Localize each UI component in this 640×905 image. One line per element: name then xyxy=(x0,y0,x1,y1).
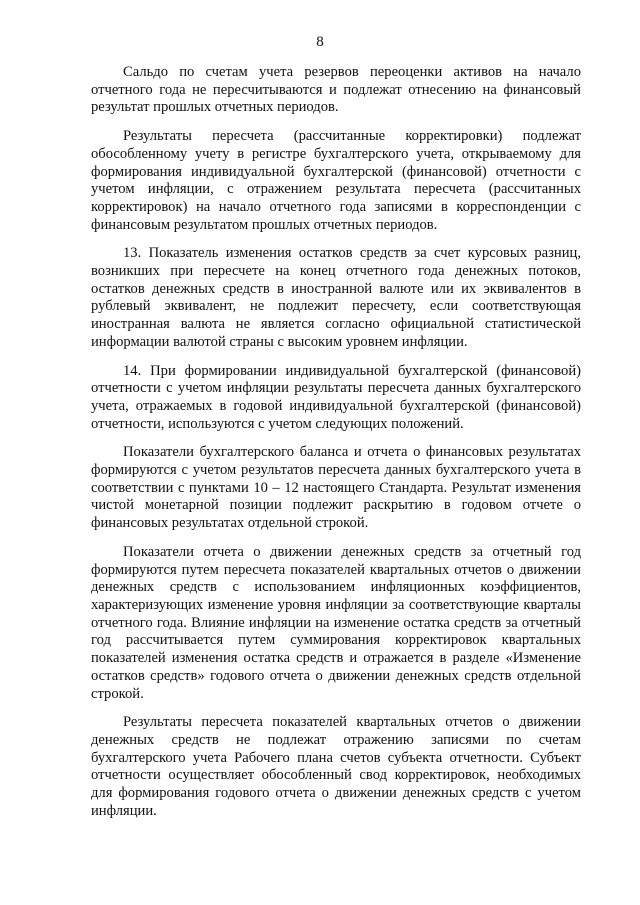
paragraph-balance-sheet: Показатели бухгалтерского баланса и отчета о финансовых результатах формируются с учетом результатов пересчета данных бухгалтерского учета в соответствии с пунктами 10 – 12 настоящего Стандарта. Результат изменения чистой монетарной позиции подлежит раскрытию в годовом отчете о финансовых результатах отдельной строкой. xyxy=(91,444,581,532)
paragraph-item-13: 13. Показатель изменения остатков средств за счет курсовых разниц, возникших при пересчете на конец отчетного года денежных потоков, остатков денежных средств в иностранной валюте или их эквивалентов в рублевый эквивалент, не подлежит пересчету, если соответствующая иностранная валюта не является согласно официальной статистической информации валютой страны с высоким уровнем инфляции. xyxy=(91,245,581,350)
paragraph-quarterly-results: Результаты пересчета показателей квартальных отчетов о движении денежных средств не подлежат отражению записями по счетам бухгалтерского учета Рабочего плана счетов субъекта отчетности. Субъект отчетности осуществляет обособленный свод корректировок, необходимых для формирования годового отчета о движении денежных средств с учетом инфляции. xyxy=(91,714,581,819)
paragraph-cash-flow-statement: Показатели отчета о движении денежных средств за отчетный год формируются путем пересчета показателей квартальных отчетов о движении денежных средств с использованием инфляционных коэффициентов, характеризующих изменение уровня инфляции за соответствующие кварталы отчетного года. Влияние инфляции на изменение остатка средств за отчетный год рассчитывается путем суммирования корректировок квартальных показателей изменения остатка средств и отражается в разделе «Изменение остатков средств» годового отчета о движении денежных средств отдельной строкой. xyxy=(91,543,581,702)
paragraph-recalculation-results: Результаты пересчета (рассчитанные корректировки) подлежат обособленному учету в регистре бухгалтерского учета, открываемому для формирования индивидуальной бухгалтерской (финансовой) отчетности с учетом инфляции, с отражением результата пересчета (рассчитанных корректировок) на начало отчетного года записями в корреспонденции с финансовым результатом прошлых отчетных периодов. xyxy=(91,128,581,233)
paragraph-item-14: 14. При формировании индивидуальной бухгалтерской (финансовой) отчетности с учетом инфляции результаты пересчета данных бухгалтерского учета, отражаемых в годовой индивидуальной бухгалтерской (финансовой) отчетности, используются с учетом следующих положений. xyxy=(91,362,581,432)
paragraph-reserve-balances: Сальдо по счетам учета резервов переоценки активов на начало отчетного года не пересчитываются и подлежат отнесению на финансовый результат прошлых отчетных периодов. xyxy=(91,64,581,116)
document-body xyxy=(91,64,581,831)
page-number: 8 xyxy=(316,34,324,50)
